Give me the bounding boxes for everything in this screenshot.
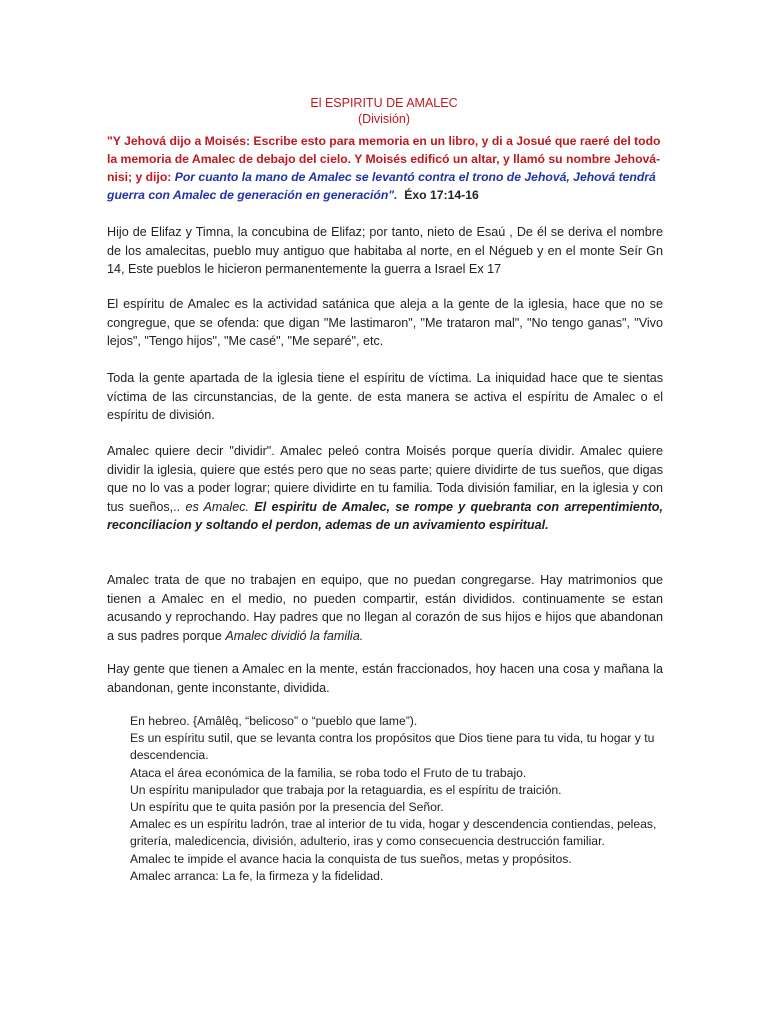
document-title: El ESPIRITU DE AMALEC xyxy=(310,96,458,110)
quote-reference: Éxo 17:14-16 xyxy=(404,188,479,202)
paragraph-origin: Hijo de Elifaz y Timna, la concubina de Elifaz; por tanto, nieto de Esaú , De él se deriva el nombre de los amalecitas, pueblo muy antiguo que habitaba al norte, en el Négueb y en el monte Seír Gn 14, Este pueblos le hicieron permanentemente la guerra a Israel Ex 17 xyxy=(107,225,663,276)
paragraph-divide-plain: Amalec quiere decir "dividir". Amalec peleó contra Moisés porque quería dividir. Amalec quiere dividir la iglesia, quiere que estés pero que no seas parte; quiere dividirte de tus sueños, que digas que no lo vas a poder lograr; quiere dividirte en tu familia. Toda división familiar, en la iglesia y con tus sueños,.. xyxy=(107,444,663,514)
list-item: Amalec te impide el avance hacia la conquista de tus sueños, metas y propósitos. xyxy=(130,851,572,866)
paragraph-teamwork-plain: Amalec trata de que no trabajen en equipo, que no puedan congregarse. Hay matrimonios que tienen a Amalec en el medio, no pueden compartir, están divididos. continuamente se estan acusando y reprochando. Hay padres que no llegan al corazón de sus hijos e hijos que abandonan a sus padres porque xyxy=(107,573,663,643)
paragraph-teamwork xyxy=(107,571,663,645)
scripture-quote xyxy=(107,132,663,204)
paragraph-divide-italic: es Amalec. xyxy=(185,499,250,514)
list-item: Es un espíritu sutil, que se levanta contra los propósitos que Dios tiene para tu vida, tu hogar y tu descendencia. xyxy=(130,731,655,763)
quote-red-text: "Y Jehová dijo a Moisés: Escribe esto para memoria en un libro, y di a Josué que raeré del todo la memoria de Amalec de debajo del cielo. Y Moisés edificó un altar, y llamó su nombre Jehová-nisi; y dijo: xyxy=(107,134,661,184)
list-item: Un espíritu que te quita pasión por la presencia del Señor. xyxy=(130,800,444,815)
paragraph-mind: Hay gente que tienen a Amalec en la mente, están fraccionados, hoy hacen una cosa y mañana la abandonan, gente inconstante, dividida. xyxy=(107,662,663,695)
list-item: Ataca el área económica de la familia, se roba todo el Fruto de tu trabajo. xyxy=(130,765,527,780)
document-subtitle: (División) xyxy=(357,112,411,126)
paragraph-victim: Toda la gente apartada de la iglesia tiene el espíritu de víctima. La iniquidad hace que te sientas víctima de las circunstancias, de la gente. de esta manera se activa el espíritu de Amalec o el espíritu de división. xyxy=(107,371,663,422)
quote-blue-text: Por cuanto la mano de Amalec se levantó contra el trono de Jehová, Jehová tendrá guerra con Amalec de generación en generación". xyxy=(107,170,656,202)
paragraph-divide xyxy=(107,442,663,535)
document-title-block xyxy=(0,95,768,127)
paragraph-teamwork-italic: Amalec dividió la familia. xyxy=(225,628,364,643)
list-item: Un espíritu manipulador que trabaja por la retaguardia, es el espíritu de traición. xyxy=(130,782,562,797)
list-item: En hebreo. {Amâlêq, “belicoso” o “pueblo que lame”). xyxy=(130,714,418,728)
paragraph-divide-bold-italic: El espiritu de Amalec, se rompe y quebranta con arrepentimiento, reconciliacion y soltando el perdon, ademas de un avivamiento espiritual. xyxy=(107,499,663,532)
paragraph-definition: El espíritu de Amalec es la actividad satánica que aleja a la gente de la iglesia, hace que no se congregue, que se ofenda: que digan "Me lastimaron", "Me trataron mal", "No tengo ganas", "Vivo lejos", "Tengo hijos", "Me casé", "Me separé", etc. xyxy=(107,297,663,348)
list-item: Amalec es un espíritu ladrón, trae al interior de tu vida, hogar y descendencia contiendas, peleas, gritería, maledicencia, división, adulterio, iras y como consecuencia destrucción familiar. xyxy=(130,817,657,849)
list-item: Amalec arranca: La fe, la firmeza y la fidelidad. xyxy=(130,868,384,883)
characteristics-list xyxy=(130,713,662,885)
